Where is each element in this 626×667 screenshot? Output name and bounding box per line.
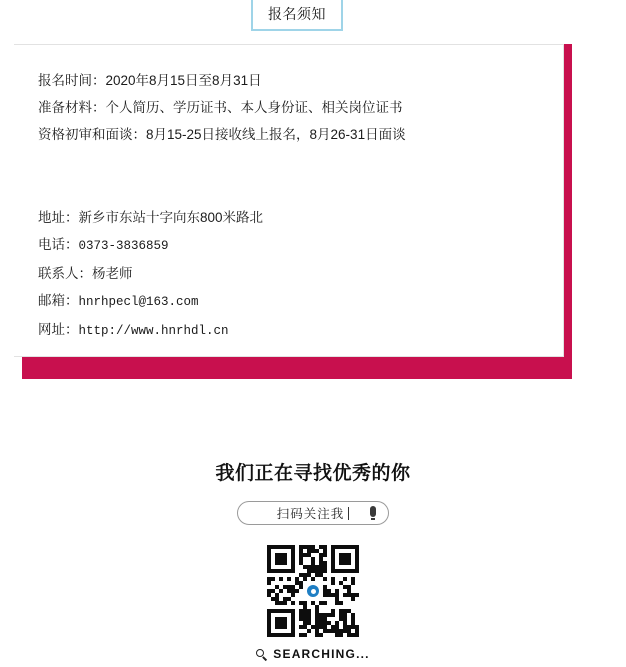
scan-follow-pill[interactable] xyxy=(237,501,389,525)
info-value-signup-time: 2020年8月15日至8月31日 xyxy=(105,73,262,88)
heading-box xyxy=(251,0,343,31)
spacer xyxy=(38,176,537,204)
info-line-contact xyxy=(38,260,537,287)
info-value-materials: 个人简历、学历证书、本人身份证、相关岗位证书 xyxy=(105,100,403,115)
text-caret xyxy=(348,507,349,520)
follow-us-section xyxy=(0,430,626,661)
wechat-logo-dot xyxy=(307,585,319,597)
info-value-website: http://www.hnrhdl.cn xyxy=(78,324,229,338)
info-line-email xyxy=(38,287,537,316)
info-card xyxy=(14,44,564,357)
info-label-address: 地址： xyxy=(38,210,79,225)
wechat-logo xyxy=(304,582,322,600)
microphone-icon[interactable] xyxy=(370,506,376,517)
spacer xyxy=(38,148,537,176)
info-line-materials xyxy=(38,94,537,121)
info-card-body xyxy=(14,45,563,345)
info-value-phone: 0373-3836859 xyxy=(78,239,169,253)
info-label-phone: 电话： xyxy=(38,237,79,252)
section-heading-tab xyxy=(251,0,343,36)
info-value-email: hnrhpecl@163.com xyxy=(78,295,199,309)
info-value-contact: 杨老师 xyxy=(92,266,133,281)
searching-label: SEARCHING... xyxy=(273,647,370,661)
info-label-email: 邮箱： xyxy=(38,293,79,308)
heading-label: 报名须知 xyxy=(268,6,326,22)
info-label-materials: 准备材料： xyxy=(38,100,106,115)
info-line-signup-time xyxy=(38,67,537,94)
tagline: 我们正在寻找优秀的你 xyxy=(215,463,411,484)
info-label-website: 网址： xyxy=(38,322,79,337)
info-value-review-interview: 8月15-25日接收线上报名，8月26-31日面谈 xyxy=(146,127,406,142)
scan-follow-label: 扫码关注我 xyxy=(276,507,345,521)
search-icon xyxy=(256,649,267,660)
info-line-address xyxy=(38,204,537,231)
qr-code[interactable] xyxy=(267,545,359,637)
searching-status xyxy=(0,647,626,661)
info-label-signup-time: 报名时间： xyxy=(38,73,106,88)
info-line-website xyxy=(38,316,537,345)
info-line-review-interview xyxy=(38,121,537,148)
info-value-address: 新乡市东站十字向东800米路北 xyxy=(78,210,264,225)
info-label-contact: 联系人： xyxy=(38,266,92,281)
info-line-phone xyxy=(38,231,537,260)
info-label-review-interview: 资格初审和面谈： xyxy=(38,127,146,142)
